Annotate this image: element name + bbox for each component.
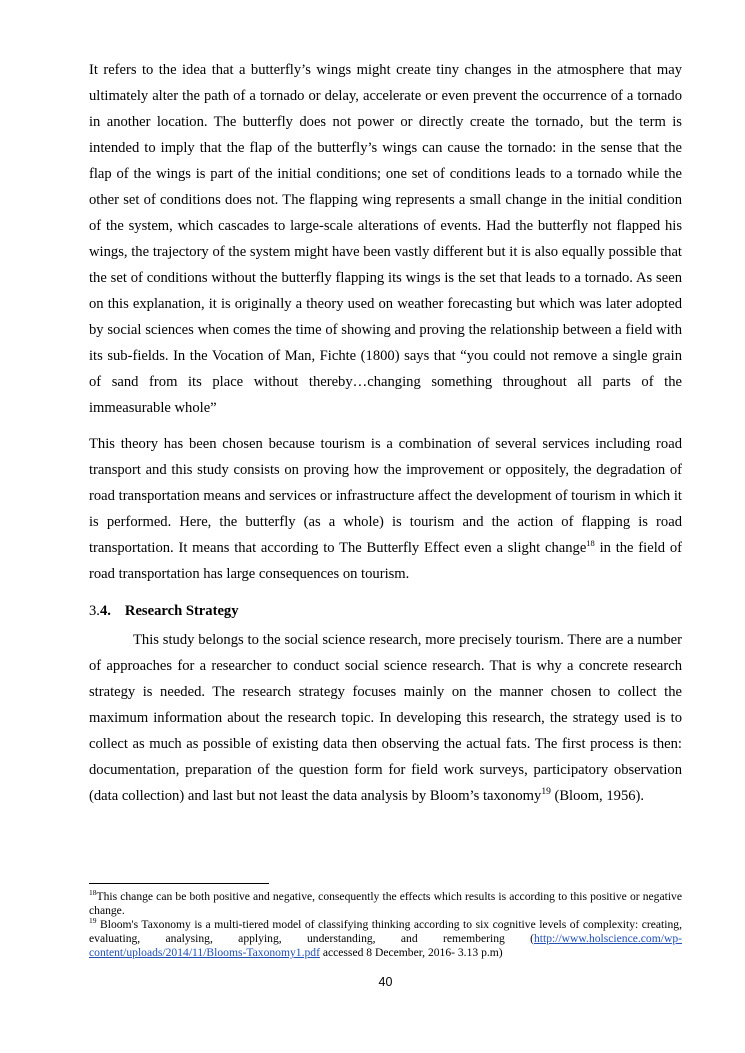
heading-number-bold: 4. <box>99 603 111 619</box>
footnotes <box>89 890 682 960</box>
paragraph-3-text-before: This study belongs to the social science research, more precisely tourism. There are a number of approaches for a researcher to conduct social science research. That is why a concrete research strategy is needed. The research strategy focuses mainly on the manner chosen to collect the maximum information about the research topic. In developing this research, the strategy used is to collect as much as possible of existing data then observing the actual fats. The first process is then: documentation, preparation of the question form for field work surveys, participatory observation (data collection) and last but not least the data analysis by Bloom’s taxonomy <box>89 632 682 804</box>
paragraph-2-text-before: This theory has been chosen because tourism is a combination of several services including road transport and this study consists on proving how the improvement or oppositely, the degradation of road transportation means and services or infrastructure affect the development of tourism in which it is performed. Here, the butterfly (as a whole) is tourism and the action of flapping is road transportation. It means that according to The Butterfly Effect even a slight change <box>89 436 682 556</box>
footnote-ref-19: 19 <box>541 787 551 798</box>
footnote-18-mark: 18 <box>89 888 97 898</box>
page-number: 40 <box>378 975 393 989</box>
paragraph-2-text-after: in the field of road transportation has large consequences on tourism. <box>89 540 682 582</box>
paragraph-butterfly-effect <box>89 57 682 421</box>
footnote-19-text-after: accessed 8 December, 2016- 3.13 p.m) <box>319 946 503 959</box>
footnote-19-mark: 19 <box>89 916 97 926</box>
section-heading <box>89 600 239 622</box>
heading-number-prefix: 3. <box>89 603 100 619</box>
paragraph-theory-choice <box>89 431 682 587</box>
footnote-18 <box>89 890 682 918</box>
footnote-ref-18: 18 <box>586 538 595 549</box>
paragraph-research-strategy <box>89 627 682 809</box>
paragraph-3-text-after: (Bloom, 1956). <box>550 788 645 804</box>
blooms-taxonomy-link[interactable]: http://www.holscience.com/wp-content/uploads/2014/11/Blooms-Taxonomy1.pdf <box>89 932 682 959</box>
footnote-19 <box>89 918 682 960</box>
footnote-19-text-before: Bloom's Taxonomy is a multi-tiered model of classifying thinking according to six cognitive levels of complexity: creating, evaluating, analysing, applying, understanding, and remembering ( <box>89 918 682 945</box>
footnote-18-text: This change can be both positive and negative, consequently the effects which results is according to this positive or negative change. <box>89 890 682 917</box>
footnote-separator <box>89 883 269 884</box>
paragraph-1-text: It refers to the idea that a butterfly’s wings might create tiny changes in the atmosphere that may ultimately alter the path of a tornado or delay, accelerate or even prevent the occurrence of a tornado in another location. The butterfly does not power or directly create the tornado, but the term is intended to imply that the flap of the butterfly’s wings can cause the tornado: in the sense that the flap of the wings is part of the initial conditions; one set of conditions leads to a tornado while the other set of conditions does not. The flapping wing represents a small change in the initial condition of the system, which cascades to large-scale alterations of events. Had the butterfly not flapped his wings, the trajectory of the system might have been vastly different but it is also equally possible that the set of conditions without the butterfly flapping its wings is the set that leads to a tornado. As seen on this explanation, it is originally a theory used on weather forecasting but which was later adopted by social sciences when comes the time of showing and proving the relationship between a field with its sub-fields. In the Vocation of Man, Fichte (1800) says that “you could not remove a single grain of sand from its place without thereby…changing something throughout all parts of the immeasurable whole” <box>89 62 682 416</box>
heading-title: Research Strategy <box>124 603 239 619</box>
